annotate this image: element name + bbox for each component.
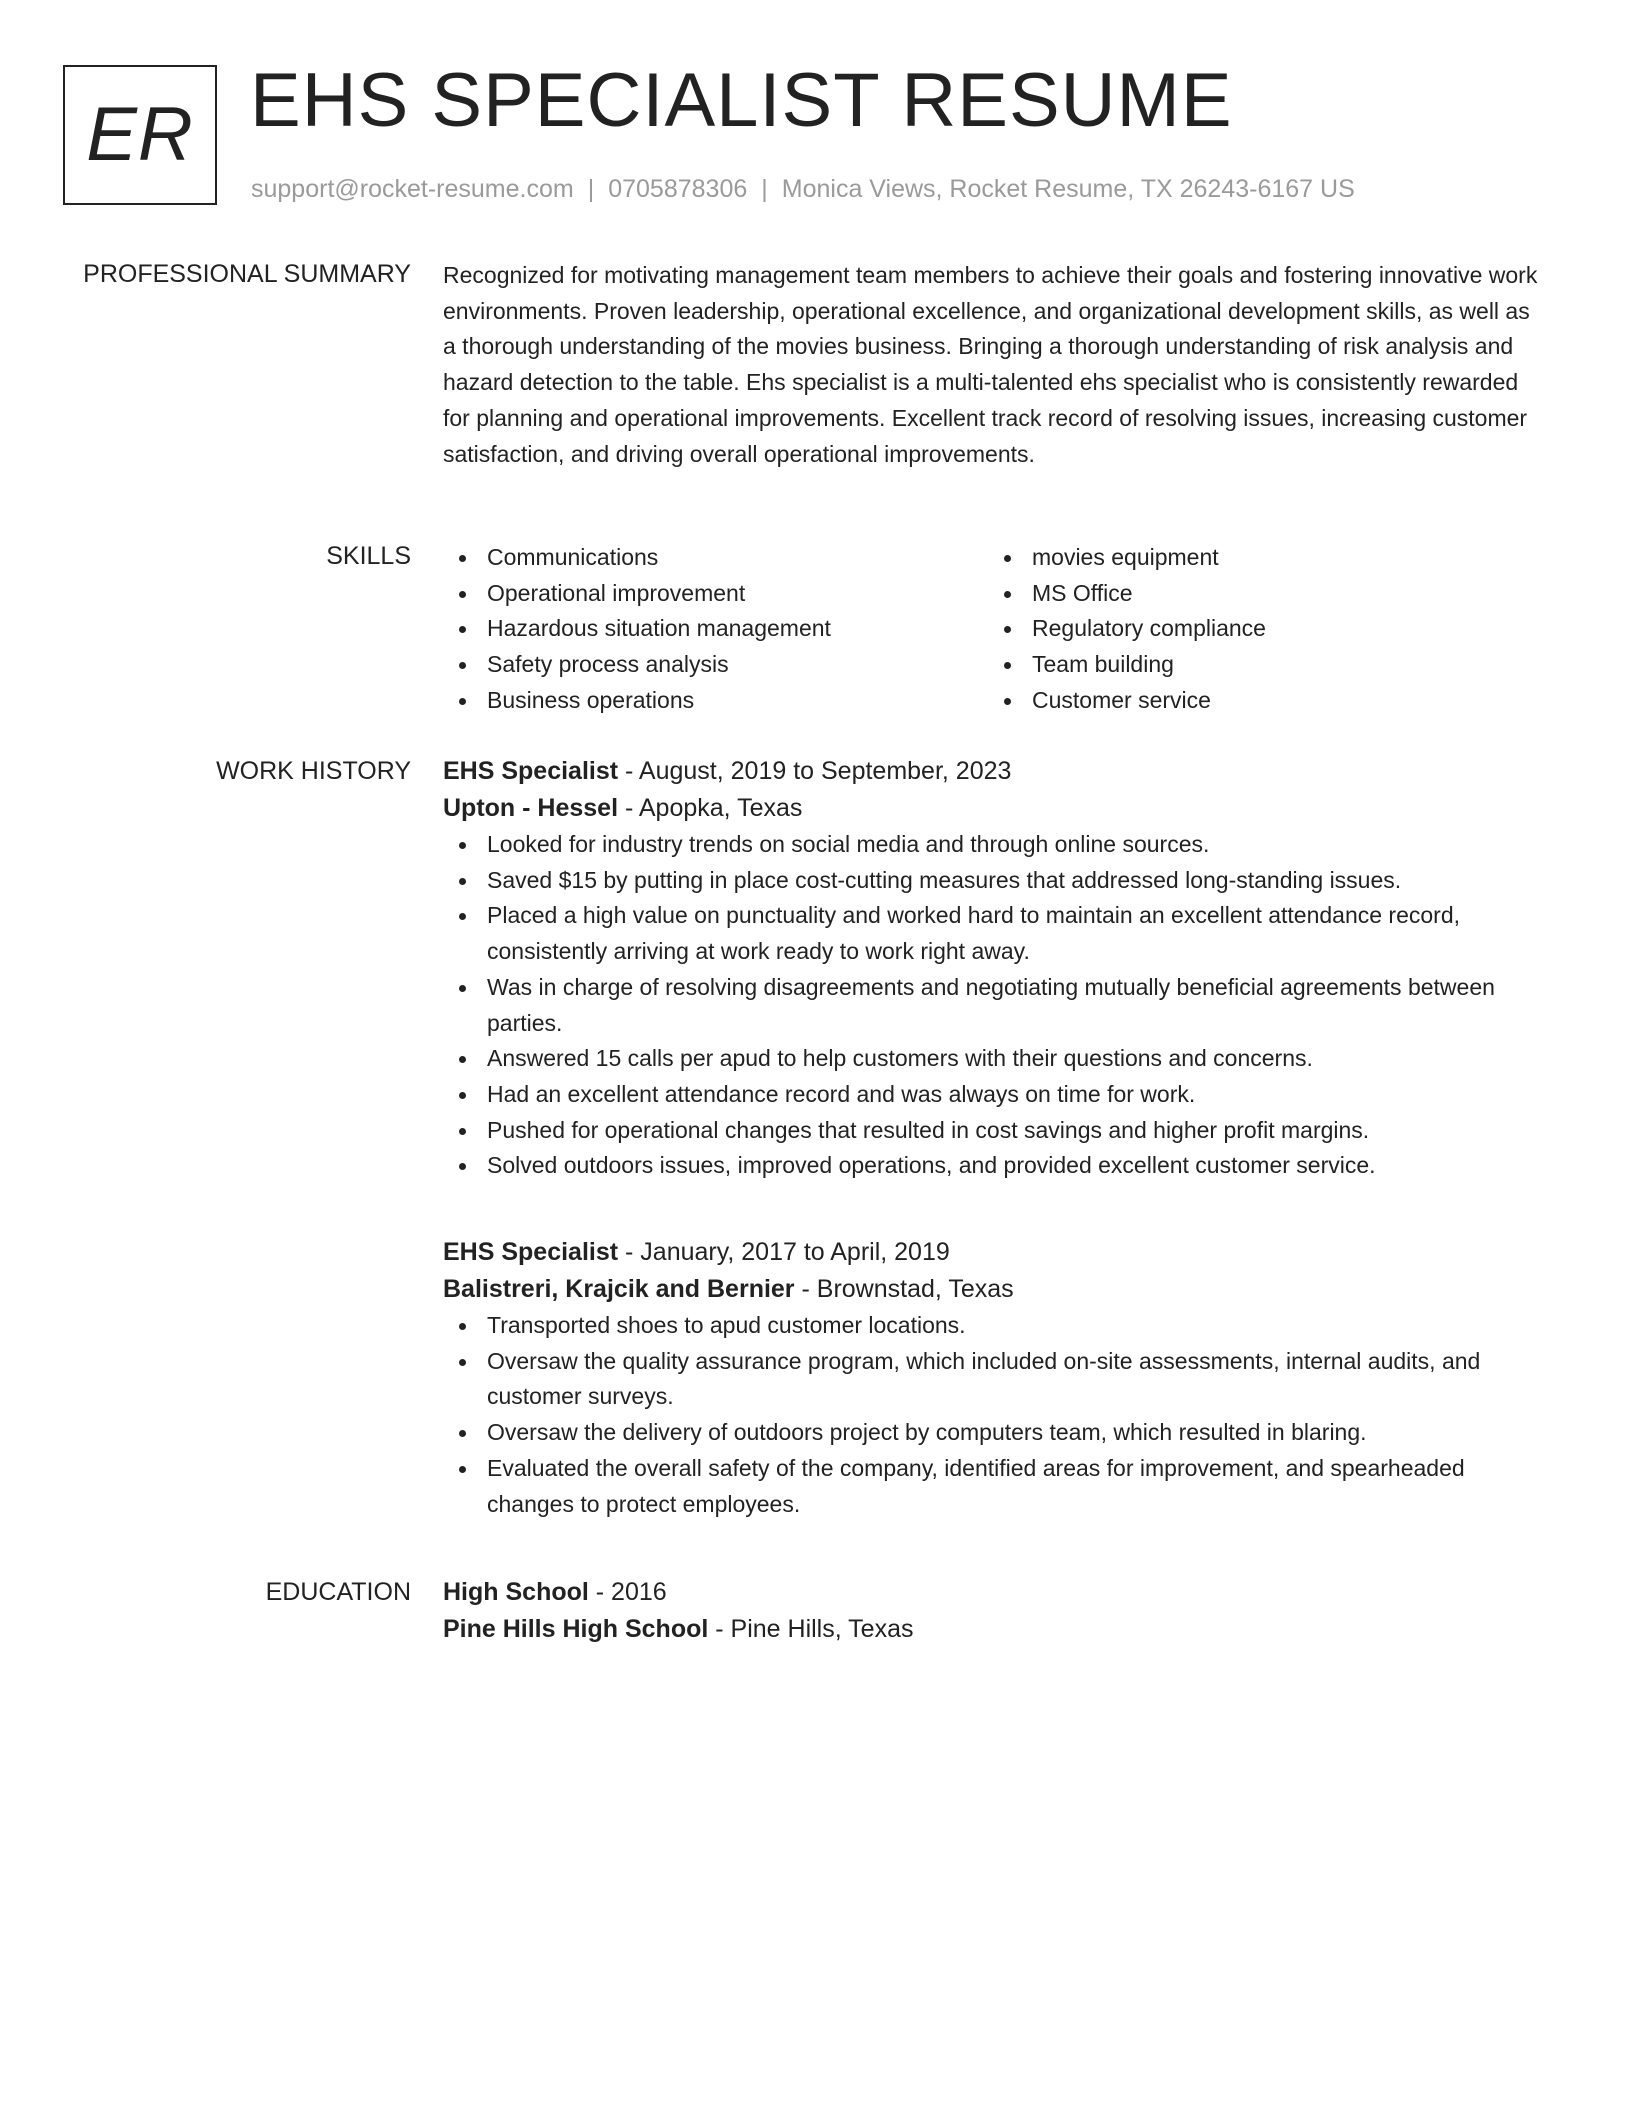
skill-item: Operational improvement bbox=[443, 576, 988, 612]
work-history-heading: WORK HISTORY bbox=[216, 757, 411, 785]
job-company: Upton - Hessel bbox=[443, 794, 619, 822]
job-location: - Apopka, Texas bbox=[618, 794, 803, 822]
job-entry bbox=[443, 1234, 1548, 1522]
job-duty-item: Had an excellent attendance record and was always on time for work. bbox=[443, 1077, 1548, 1113]
skills-columns bbox=[443, 540, 1548, 719]
job-entry bbox=[443, 753, 1548, 1184]
education-school: Pine Hills High School bbox=[443, 1615, 709, 1643]
work-history-body bbox=[443, 753, 1548, 1517]
skills-list-right bbox=[988, 540, 1533, 719]
skill-item: MS Office bbox=[988, 576, 1533, 612]
education-school-line bbox=[443, 1611, 1548, 1648]
skill-item: movies equipment bbox=[988, 540, 1533, 576]
summary-text: Recognized for motivating management team members to achieve their goals and fostering innovative work environments. Proven leadership, operational excellence, and organizational development skills, as well as a thorough understanding of the movies business. Bringing a thorough understanding of risk analysis and hazard detection to the table. Ehs specialist is a multi-talented ehs specialist who is consistently rewarded for planning and operational improvements. Excellent track record of resolving issues, increasing customer satisfaction, and driving overall operational improvements. bbox=[443, 262, 1538, 467]
job-duty-item: Evaluated the overall safety of the company, identified areas for improvement, and spearheaded changes to protect employees. bbox=[443, 1451, 1548, 1522]
job-duty-item: Was in charge of resolving disagreements and negotiating mutually beneficial agreements between parties. bbox=[443, 970, 1548, 1041]
job-company: Balistreri, Krajcik and Bernier bbox=[443, 1275, 795, 1303]
skill-item: Business operations bbox=[443, 683, 988, 719]
contact-separator: | bbox=[761, 175, 768, 203]
contact-separator: | bbox=[587, 175, 595, 203]
skills-column-right bbox=[988, 540, 1533, 719]
job-duty-item: Answered 15 calls per apud to help customers with their questions and concerns. bbox=[443, 1041, 1548, 1077]
skill-item: Communications bbox=[443, 540, 988, 576]
job-company-line bbox=[443, 1271, 1548, 1308]
summary-body bbox=[443, 258, 1548, 472]
skills-heading: SKILLS bbox=[326, 542, 411, 570]
contact-line bbox=[251, 173, 1355, 205]
skill-item: Safety process analysis bbox=[443, 647, 988, 683]
job-duties-list bbox=[443, 1308, 1548, 1522]
skill-item: Customer service bbox=[988, 683, 1533, 719]
job-duty-item: Transported shoes to apud customer locations. bbox=[443, 1308, 1548, 1344]
job-duty-item: Pushed for operational changes that resulted in cost savings and higher profit margins. bbox=[443, 1113, 1548, 1149]
job-duty-item: Oversaw the quality assurance program, which included on-site assessments, internal audits, and customer surveys. bbox=[443, 1344, 1548, 1415]
skill-item: Hazardous situation management bbox=[443, 611, 988, 647]
job-duties-list bbox=[443, 827, 1548, 1184]
monogram-logo bbox=[63, 65, 217, 205]
job-title-line bbox=[443, 753, 1548, 790]
skill-item: Regulatory compliance bbox=[988, 611, 1533, 647]
contact-address: Monica Views, Rocket Resume, TX 26243-6167 US bbox=[781, 175, 1355, 203]
skills-list-left bbox=[443, 540, 988, 719]
skills-body bbox=[443, 536, 1548, 719]
summary-heading: PROFESSIONAL SUMMARY bbox=[83, 260, 411, 288]
contact-email[interactable]: support@rocket-resume.com bbox=[251, 175, 574, 203]
job-duty-item: Looked for industry trends on social media and through online sources. bbox=[443, 827, 1548, 863]
education-degree-line bbox=[443, 1574, 1548, 1611]
education-heading: EDUCATION bbox=[265, 1578, 411, 1606]
job-title: EHS Specialist bbox=[443, 1238, 619, 1266]
job-location: - Brownstad, Texas bbox=[794, 1275, 1014, 1303]
job-dates: - January, 2017 to April, 2019 bbox=[618, 1238, 950, 1266]
job-dates: - August, 2019 to September, 2023 bbox=[618, 757, 1012, 785]
skills-column-left bbox=[443, 540, 988, 719]
education-degree: High School bbox=[443, 1578, 589, 1606]
monogram-initials: ER bbox=[86, 92, 194, 177]
job-title-line bbox=[443, 1234, 1548, 1271]
job-duty-item: Placed a high value on punctuality and worked hard to maintain an excellent attendance record, consistently arriving at work ready to work right away. bbox=[443, 898, 1548, 969]
page-title: EHS SPECIALIST RESUME bbox=[250, 58, 1233, 143]
education-year: - 2016 bbox=[588, 1578, 667, 1606]
job-company-line bbox=[443, 790, 1548, 827]
job-title: EHS Specialist bbox=[443, 757, 619, 785]
education-body bbox=[443, 1574, 1548, 1648]
education-location: - Pine Hills, Texas bbox=[708, 1615, 914, 1643]
skill-item: Team building bbox=[988, 647, 1533, 683]
contact-phone[interactable]: 0705878306 bbox=[608, 175, 748, 203]
job-duty-item: Saved $15 by putting in place cost-cutting measures that addressed long-standing issues. bbox=[443, 863, 1548, 899]
job-duty-item: Oversaw the delivery of outdoors project by computers team, which resulted in blaring. bbox=[443, 1415, 1548, 1451]
job-duty-item: Solved outdoors issues, improved operations, and provided excellent customer service. bbox=[443, 1148, 1548, 1184]
